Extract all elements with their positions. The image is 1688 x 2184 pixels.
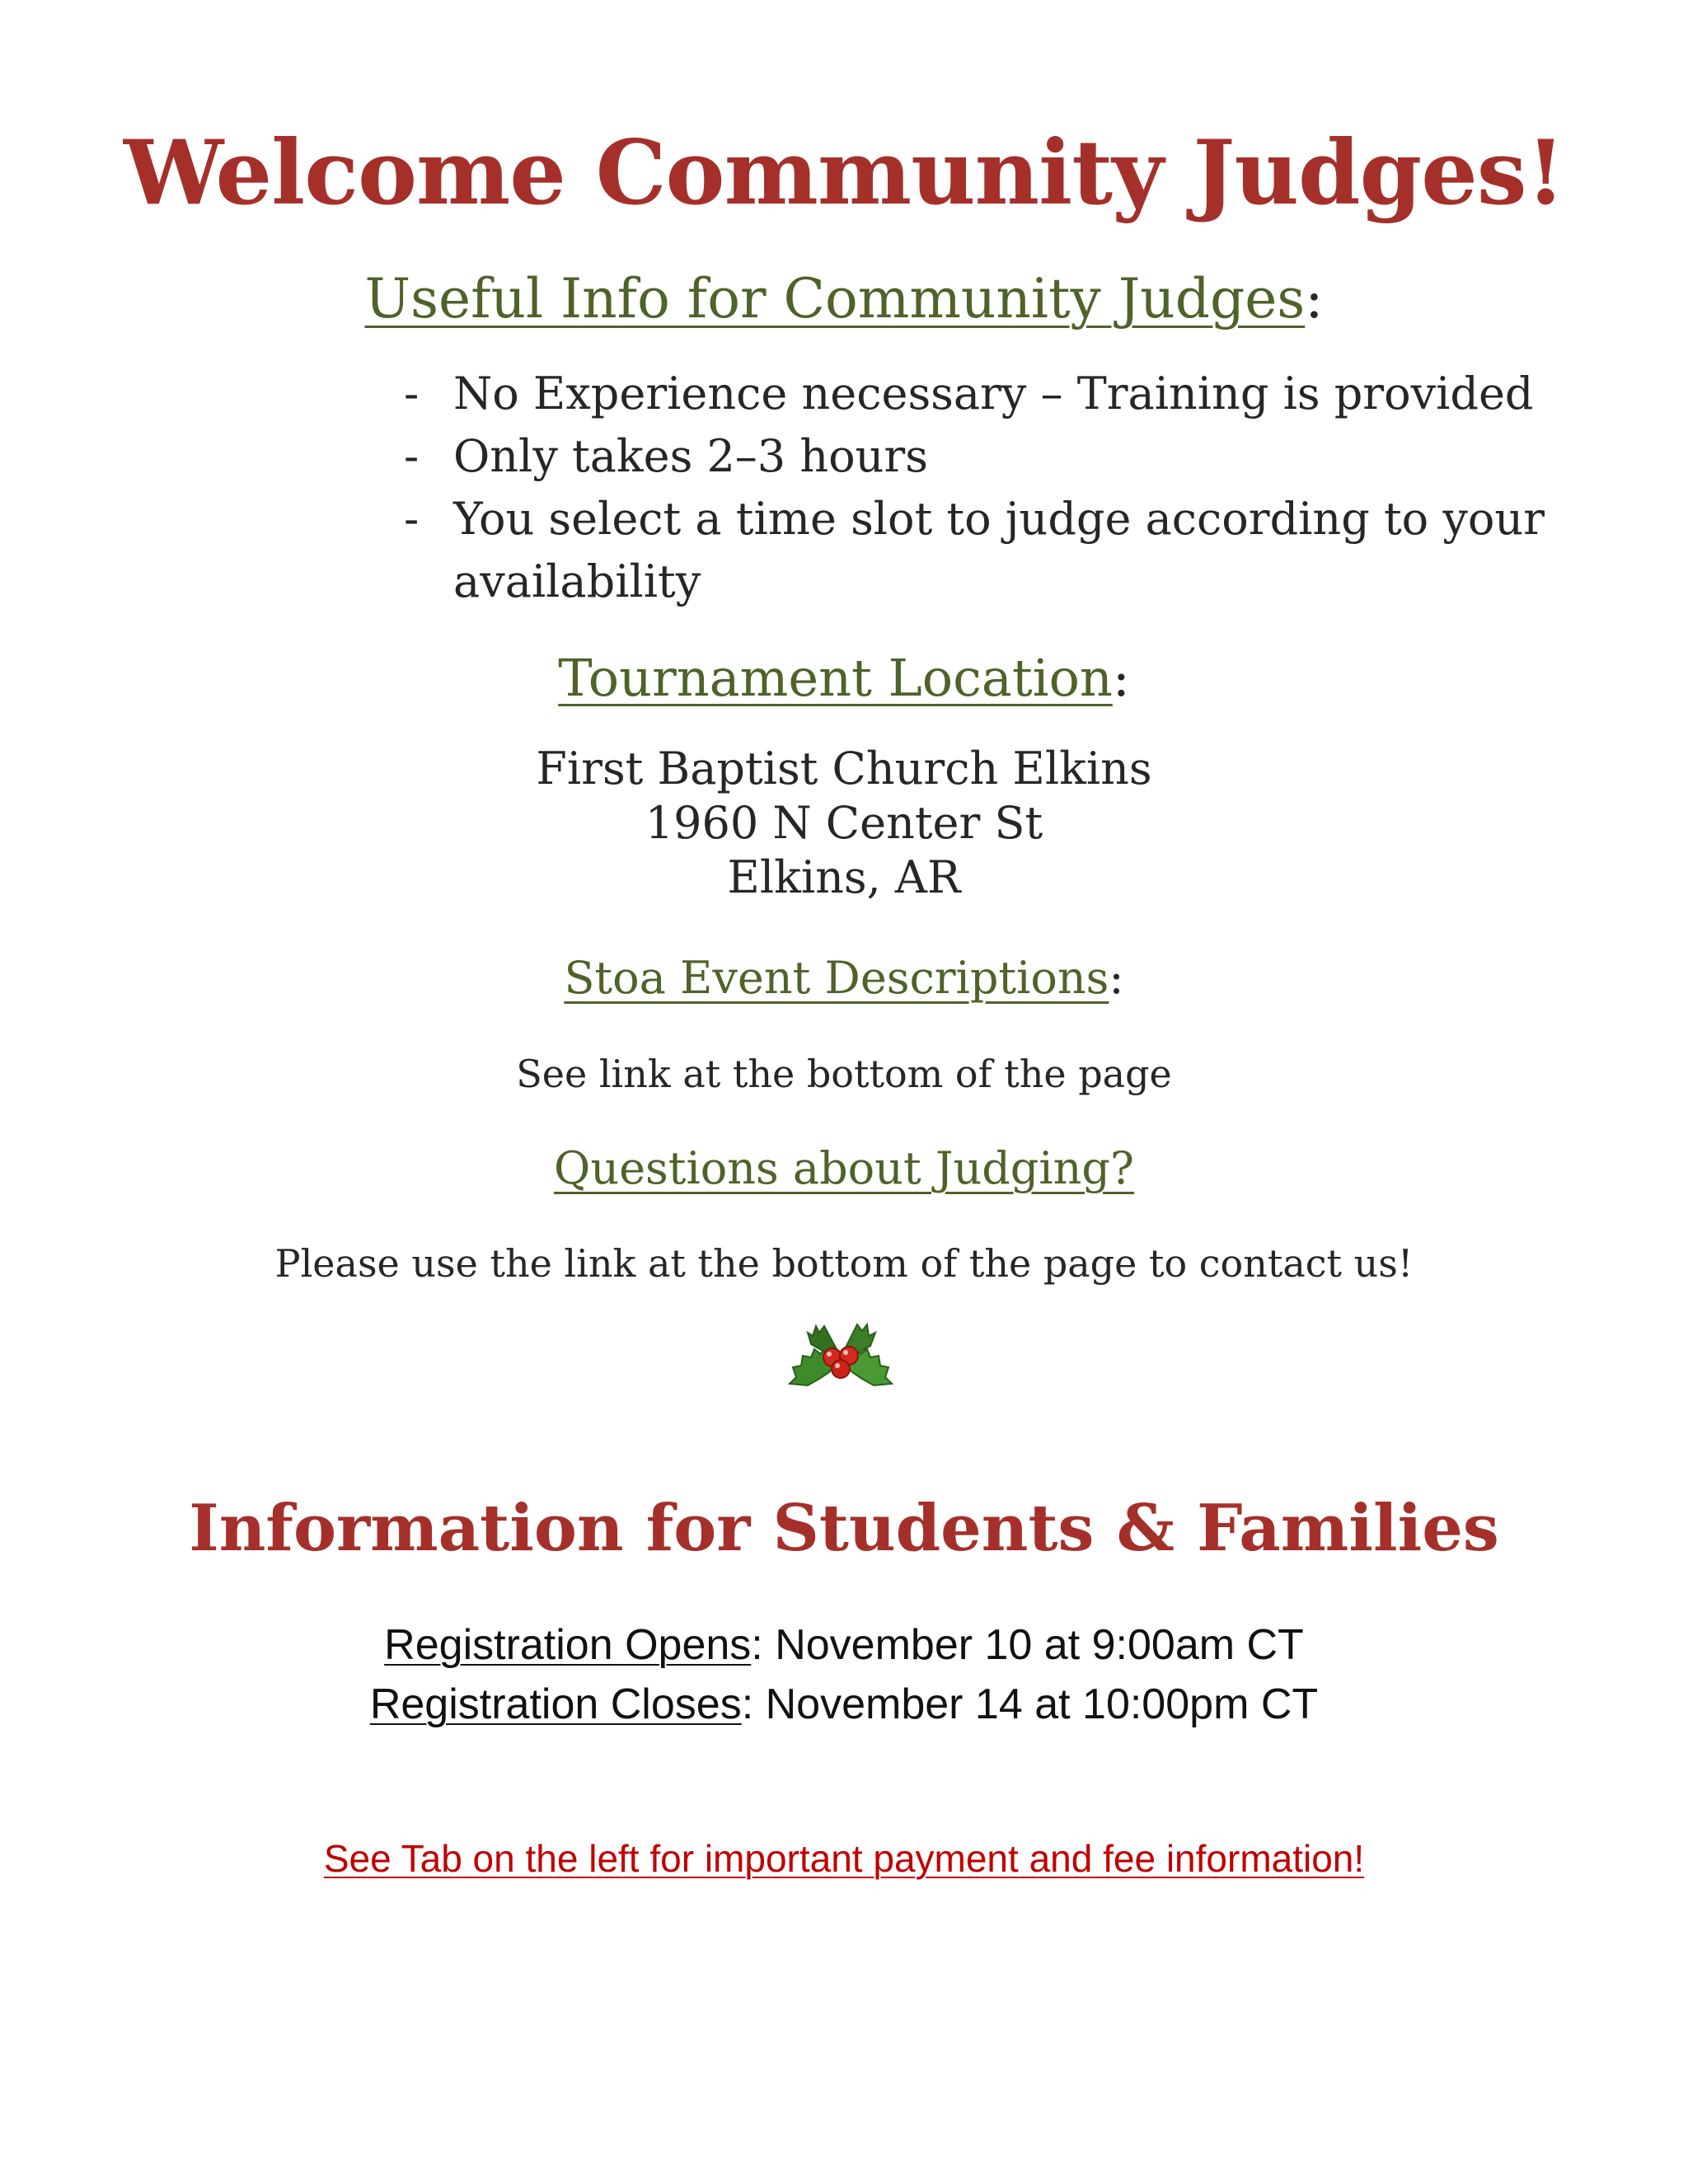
- stoa-text: See link at the bottom of the page: [516, 1052, 1172, 1096]
- list-item-text: No Experience necessary – Training is provided: [453, 368, 1534, 419]
- location-address: [0, 742, 1688, 905]
- registration-opens: [0, 1615, 1688, 1675]
- registration-closes: [0, 1675, 1688, 1734]
- list-item: [404, 488, 1558, 613]
- location-heading-colon: :: [1112, 648, 1130, 708]
- bullet-dash: -: [404, 368, 420, 419]
- address-line: First Baptist Church Elkins: [536, 743, 1152, 794]
- useful-info-heading-colon: :: [1305, 267, 1324, 330]
- stoa-heading-text: Stoa Event Descriptions: [564, 952, 1109, 1004]
- address-line: Elkins, AR: [727, 851, 961, 903]
- bullet-dash: -: [404, 430, 420, 482]
- holly-icon: [783, 1315, 898, 1397]
- registration-closes-value: November 14 at 10:00pm CT: [753, 1680, 1319, 1728]
- bullet-dash: -: [404, 493, 420, 545]
- registration-opens-label: Registration Opens: [384, 1621, 752, 1669]
- questions-heading-text: Questions about Judging?: [554, 1142, 1134, 1194]
- stoa-heading: [0, 945, 1688, 1011]
- address-line: 1960 N Center St: [645, 797, 1043, 849]
- useful-info-heading-text: Useful Info for Community Judges: [364, 267, 1306, 330]
- registration-dates: [0, 1615, 1688, 1734]
- page-title: Welcome Community Judges!: [123, 121, 1565, 225]
- families-title: Information for Students & Families: [189, 1491, 1499, 1566]
- location-heading: [0, 641, 1688, 715]
- stoa-heading-colon: :: [1109, 952, 1124, 1004]
- list-item: [404, 425, 1558, 488]
- questions-text: Please use the link at the bottom of the page to contact us!: [274, 1241, 1414, 1286]
- list-item-text: Only takes 2–3 hours: [453, 430, 928, 482]
- questions-heading: [0, 1136, 1688, 1202]
- registration-closes-separator: :: [741, 1680, 754, 1728]
- list-item: [404, 363, 1558, 425]
- registration-opens-separator: :: [751, 1621, 763, 1669]
- registration-opens-value: November 10 at 9:00am CT: [762, 1621, 1304, 1669]
- useful-info-heading: [0, 262, 1688, 336]
- useful-info-list: [404, 363, 1558, 613]
- list-item-text: You select a time slot to judge according to your availability: [453, 493, 1545, 607]
- fee-info-link[interactable]: See Tab on the left for important payment and fee information!: [323, 1837, 1365, 1880]
- location-heading-text: Tournament Location: [558, 648, 1113, 708]
- registration-closes-label: Registration Closes: [369, 1680, 742, 1728]
